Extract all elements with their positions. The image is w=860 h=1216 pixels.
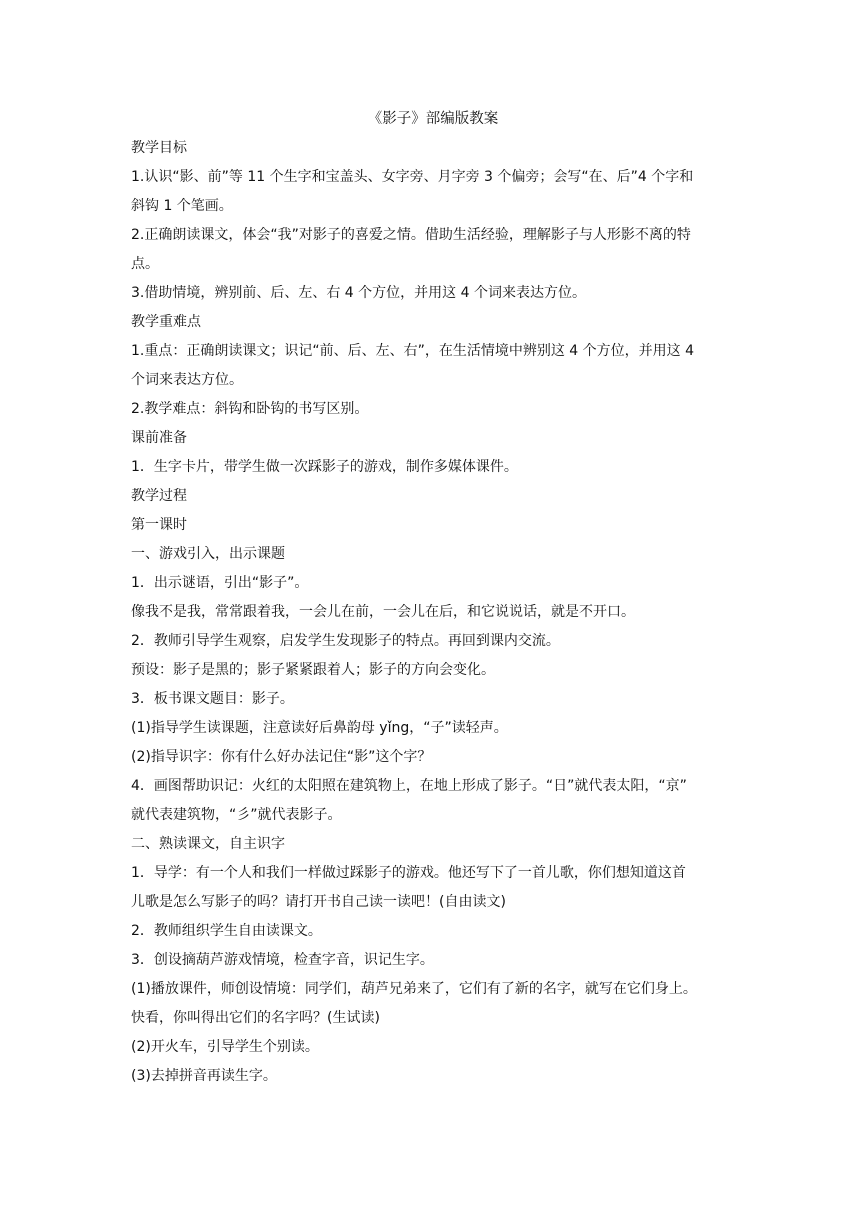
- text-line: 3.借助情境，辨别前、后、左、右 4 个方位，并用这 4 个词来表达方位。: [131, 285, 586, 301]
- text-line: 像我不是我，常常跟着我，一会儿在前，一会儿在后，和它说说话，就是不开口。: [131, 604, 635, 620]
- text-line: 1．导学：有一个人和我们一样做过踩影子的游戏。他还写下了一首儿歌，你们想知道这首: [131, 865, 686, 881]
- text-line: 儿歌是怎么写影子的吗？请打开书自己读一读吧！(自由读文): [131, 894, 506, 910]
- document-title: 《影子》部编版教案: [367, 111, 499, 127]
- text-line: 1.重点：正确朗读课文；识记“前、后、左、右”，在生活情境中辨别这 4 个方位，并用这 4: [131, 343, 695, 359]
- text-line: 快看，你叫得出它们的名字吗？(生试读): [131, 1010, 380, 1026]
- text-line: (2)指导识字：你有什么好办法记住“影”这个字？: [131, 749, 432, 765]
- text-line: 就代表建筑物，“彡”就代表影子。: [131, 807, 342, 823]
- text-line: 4．画图帮助识记：火红的太阳照在建筑物上，在地上形成了影子。“日”就代表太阳，“京”: [131, 778, 687, 794]
- text-line: 2．教师组织学生自由读课文。: [131, 923, 322, 939]
- text-line: 预设：影子是黑的；影子紧紧跟着人；影子的方向会变化。: [131, 662, 495, 678]
- text-line: 教学目标: [131, 140, 187, 156]
- document-body: [131, 104, 731, 1091]
- text-line: 二、熟读课文，自主识字: [131, 836, 285, 852]
- text-line: 2．教师引导学生观察，启发学生发现影子的特点。再回到课内交流。: [131, 633, 560, 649]
- text-line: (3)去掉拼音再读生字。: [131, 1068, 277, 1084]
- document-lines: [131, 134, 731, 1091]
- text-line: 斜钩 1 个笔画。: [131, 198, 233, 214]
- text-line: 教学过程: [131, 488, 187, 504]
- text-line: 个词来表达方位。: [131, 372, 243, 388]
- text-line: 2.正确朗读课文，体会“我”对影子的喜爱之情。借助生活经验，理解影子与人形影不离的特: [131, 227, 691, 243]
- text-line: (1)指导学生读课题，注意读好后鼻韵母 yǐng，“子”读轻声。: [131, 720, 508, 736]
- text-line: 1.认识“影、前”等 11 个生字和宝盖头、女字旁、月字旁 3 个偏旁；会写“在、后”4 个字和: [131, 169, 694, 185]
- text-line: 点。: [131, 256, 159, 272]
- text-line: 一、游戏引入，出示课题: [131, 546, 285, 562]
- text-line: 第一课时: [131, 517, 187, 533]
- text-line: (1)播放课件，师创设情境：同学们，葫芦兄弟来了，它们有了新的名字，就写在它们身上。: [131, 981, 697, 997]
- text-line: 3．板书课文题目：影子。: [131, 691, 294, 707]
- text-line: 课前准备: [131, 430, 187, 446]
- text-line: 1．生字卡片，带学生做一次踩影子的游戏，制作多媒体课件。: [131, 459, 518, 475]
- text-line: 3．创设摘葫芦游戏情境，检查字音，识记生字。: [131, 952, 434, 968]
- text-line: (2)开火车，引导学生个别读。: [131, 1039, 319, 1055]
- text-line: 1．出示谜语，引出“影子”。: [131, 575, 309, 591]
- text-line: 2.教学难点：斜钩和卧钩的书写区别。: [131, 401, 369, 417]
- text-line: 教学重难点: [131, 314, 201, 330]
